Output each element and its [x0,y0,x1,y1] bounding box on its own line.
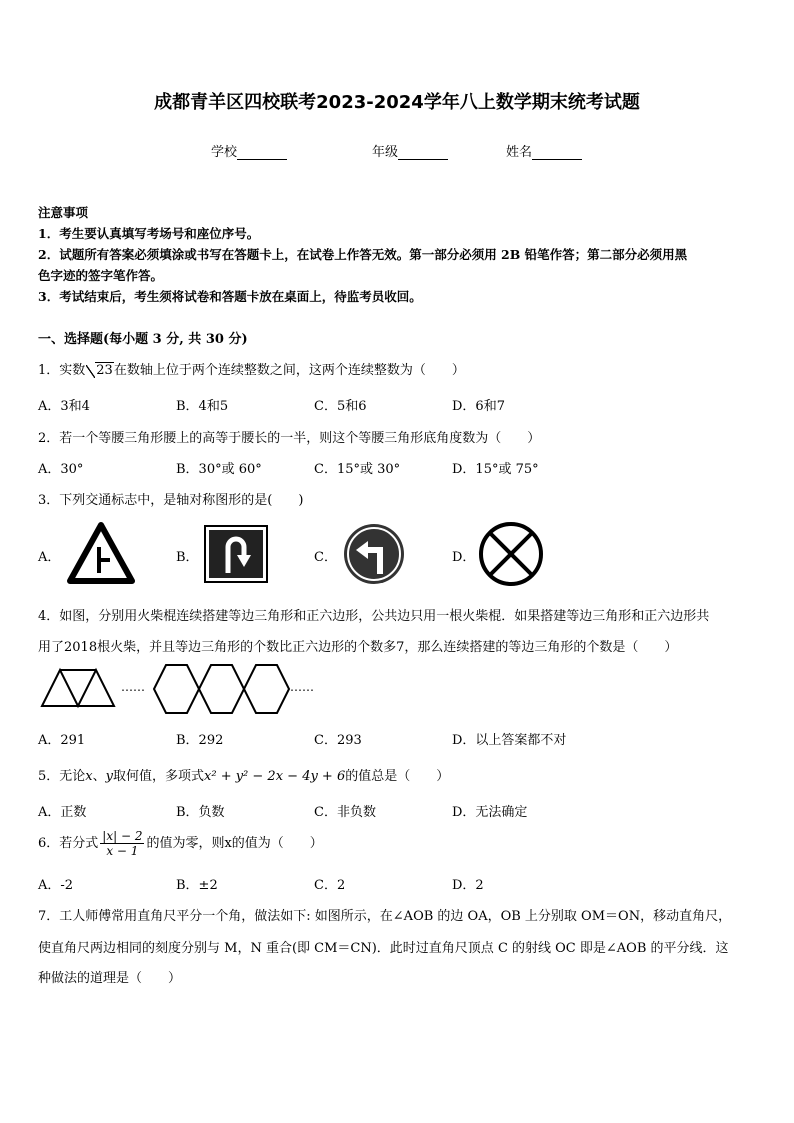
fraction-expression [100,829,144,858]
q6-suffix: 的值为零，则x的值为（ ） [146,836,323,851]
question-1 [38,359,465,378]
q3-option-b: B． [176,550,199,565]
triangle-chain-figure [40,666,120,710]
polynomial-expression: x² + y² − 2x − 4y + 6 [204,769,346,784]
fraction-denominator: x − 1 [106,844,139,858]
question-4-line1: 4．如图，分别用火柴棍连续搭建等边三角形和正六边形，公共边只用一根火柴棍．如果搭建等边三角形和正六边形共 [38,609,710,624]
q5-option-d: D．无法确定 [452,805,528,820]
page-title: 成都青羊区四校联考2023-2024学年八上数学期末统考试题 [154,92,640,113]
q5-suffix: 的值总是（ ） [345,769,450,784]
ellipsis-dots: …… [121,680,145,694]
var-x: x [85,769,93,784]
question-7-line2: 使直角尺两边相同的刻度分别与 M，N 重合(即 CM＝CN)．此时过直角尺顶点 C 的射线 OC 即是∠AOB 的平分线．这 [38,941,729,956]
school-field [211,141,287,160]
var-y: y [105,769,113,784]
triangle-sign-icon [66,521,136,585]
school-blank [237,147,287,160]
ellipsis-dots: …… [290,680,314,694]
q6-option-b: B．±2 [176,878,218,893]
q4-option-a: A．291 [38,733,86,748]
grade-field [372,141,448,160]
q4-option-d: D．以上答案都不对 [452,733,567,748]
q2-option-b: B．30°或 60° [176,462,262,477]
question-2: 2．若一个等腰三角形腰上的高等于腰长的一半，则这个等腰三角形底角度数为（ ） [38,431,541,446]
question-7-line3: 种做法的道理是（ ） [38,971,182,986]
q6-option-d: D．2 [452,878,484,893]
q5-option-a: A．正数 [38,805,87,820]
q5-sep: 、 [92,769,106,784]
q1-prefix: 1．实数 [38,363,86,378]
q5-option-c: C．非负数 [314,805,376,820]
note-item: 1．考生要认真填写考场号和座位序号。 [38,226,260,241]
q3-option-a: A． [38,550,61,565]
question-7-line1: 7．工人师傅常用直角尺平分一个角，做法如下: 如图所示，在∠AOB 的边 OA，OB 上分别取 OM＝ON，移动直角尺， [38,909,732,924]
note-item: 色字迹的签字笔作答。 [38,268,164,283]
question-5 [38,765,449,784]
q2-option-c: C．15°或 30° [314,462,401,477]
q2-option-a: A．30° [38,462,84,477]
q1-option-c: C．5和6 [314,399,367,414]
q5-mid: 取何值，多项式 [113,769,205,784]
u-turn-sign-icon [204,525,268,583]
q4-option-c: C．293 [314,733,362,748]
no-stopping-sign-icon [478,521,544,587]
grade-blank [398,147,448,160]
question-6 [38,829,323,858]
q1-option-b: B．4和5 [176,399,229,414]
section-heading: 一、选择题(每小题 3 分, 共 30 分) [38,332,248,347]
q1-option-d: D．6和7 [452,399,505,414]
notes-heading: 注意事项 [38,205,89,220]
name-field [506,141,582,160]
question-3: 3．下列交通标志中，是轴对称图形的是( ) [38,493,304,508]
note-item: 2．试题所有答案必须填涂或书写在答题卡上，在试卷上作答无效。第一部分必须用 2B 铅笔作答；第二部分必须用黑 [38,247,688,262]
sqrt-expression: 23 [96,363,113,378]
q2-option-d: D．15°或 75° [452,462,539,477]
q1-suffix: 在数轴上位于两个连续整数之间，这两个连续整数为（ ） [113,363,465,378]
question-4-line2: 用了2018根火柴，并且等边三角形的个数比正六边形的个数多7，那么连续搭建的等边三角形的个数是（ ） [38,640,678,655]
name-blank [532,147,582,160]
q6-option-c: C．2 [314,878,346,893]
fraction-numerator: |x| − 2 [102,829,143,843]
q3-option-c: C． [314,550,337,565]
note-item: 3．考试结束后，考生须将试卷和答题卡放在桌面上，待监考员收回。 [38,289,422,304]
grade-label: 年级 [372,145,399,160]
left-turn-sign-icon [342,522,406,586]
name-label: 姓名 [506,145,533,160]
q3-option-d: D． [452,550,476,565]
hexagon-chain-figure [152,662,292,716]
q6-option-a: A．-2 [38,878,74,893]
q1-option-a: A．3和4 [38,399,90,414]
q5-option-b: B．负数 [176,805,225,820]
school-label: 学校 [211,145,238,160]
q4-option-b: B．292 [176,733,224,748]
q6-prefix: 6．若分式 [38,836,99,851]
q5-prefix: 5．无论 [38,769,86,784]
